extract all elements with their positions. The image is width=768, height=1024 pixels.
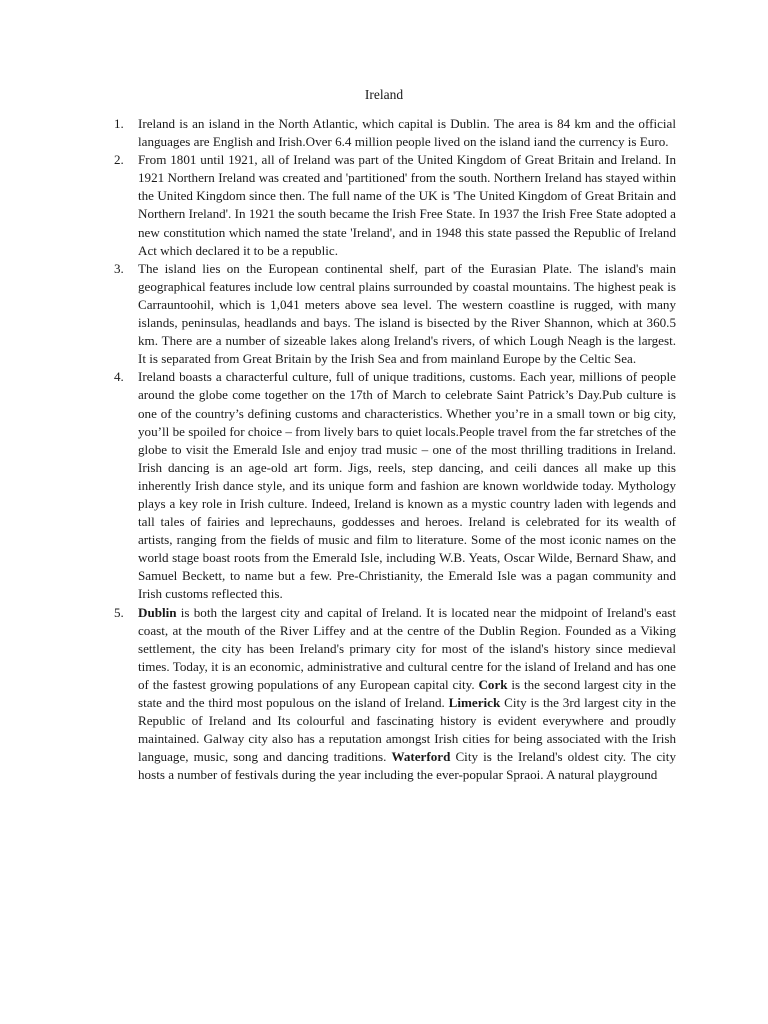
item-text: From 1801 until 1921, all of Ireland was part of the United Kingdom of Great Britain and Ireland. In 1921 Northern Ireland was created and 'partitioned' from the south. Northern Ireland has stayed within the United Kingdom since then. The full name of the UK is 'The United Kingdom of Great Britain and Northern Ireland'. In 1921 the south became the Irish Free State. In 1937 the Irish Free State adopted a new constitution which named the state 'Ireland', and in 1948 this state passed the Republic of Ireland Act which declared it to be a republic. [138,152,676,258]
numbered-list [114,115,676,784]
item-text: Ireland boasts a characterful culture, full of unique traditions, customs. Each year, millions of people around the globe come together on the 17th of March to celebrate Saint Patrick’s Day.Pub culture is one of the country’s defining customs and characteristics. Whether you’re in a small town or big city, you’ll be spoiled for choice – from lively bars to quiet locals.People travel from the far stretches of the globe to visit the Emerald Isle and enjoy trad music – one of the most thrilling traditions in Ireland. Irish dancing is an age-old art form. Jigs, reels, step dancing, and ceili dances all make up this inherently Irish dance style, and its unique form and fashion are known worldwide today. Mythology plays a key role in Irish culture. Indeed, Ireland is known as a mystic country laden with legends and tall tales of fairies and leprechauns, goddesses and heroes. Ireland is celebrated for its wealth of artists, ranging from the fields of music and film to literature. Some of the most iconic names on the world stage boast roots from the Emerald Isle, including W.B. Yeats, Oscar Wilde, Bernard Shaw, and Samuel Beckett, to name but a few. Pre-Christianity, the Emerald Isle was a pagan community and Irish customs reflected this. [138,369,676,602]
city-name-cork: Cork [478,676,508,692]
item-number: 2. [114,152,124,168]
item-number: 1. [114,116,124,131]
text-segment: is both the largest city and capital of Ireland. It is located near the midpoint of Ireland's east coast, at the mouth of the River Liffey and at the centre of the Dublin Region. Founded as a Viking settlement, the city has been Ireland's primary city for most of the island's history since medieval times. Today, it is an economic, administrative and cultural centre for the island of Ireland and has one of the fastest growing populations of any European capital city. [138,604,676,692]
list-item [114,604,676,785]
city-name-limerick: Limerick [448,695,501,710]
item-text [138,604,676,785]
text-segment: City is the Ireland's oldest city. The city hosts a number of festivals during the year including the ever-popular Spraoi. A natural playground [138,749,676,783]
item-number: 5. [114,604,124,620]
city-name-waterford: Waterford [391,749,451,765]
item-text: The island lies on the European continental shelf, part of the Eurasian Plate. The island's main geographical features include low central plains surrounded by coastal mountains. The highest peak is Carrauntoohil, which is 1,041 meters above sea level. The western coastline is rugged, with many islands, peninsulas, headlands and bays. The island is bisected by the River Shannon, which at 360.5 km. There are a number of sizeable lakes along Ireland's rivers, of which Lough Neagh is the largest. It is separated from Great Britain by the Irish Sea and from mainland Europe by the Celtic Sea. [138,260,676,367]
list-item [114,151,676,260]
list-item [114,115,676,151]
list-item [114,260,676,369]
city-name-dublin: Dublin [138,604,177,620]
item-text: Ireland is an island in the North Atlantic, which capital is Dublin. The area is 84 km and the official languages are English and Irish.Over 6.4 million people lived on the island iand the currency is Euro. [138,116,676,150]
text-segment: is the second largest city in the state and the third most populous on the island of Ireland. [138,676,676,710]
text-segment: City is the 3rd largest city in the Republic of Ireland and Its colourful and fascinating history is evident everywhere and proudly maintained. Galway city also has a reputation amongst Irish cities for being associated with the Irish language, music, song and dancing traditions. [138,695,676,765]
item-number: 3. [114,260,124,276]
list-item [114,368,676,603]
item-number: 4. [114,369,124,385]
document-title: Ireland [364,87,404,102]
